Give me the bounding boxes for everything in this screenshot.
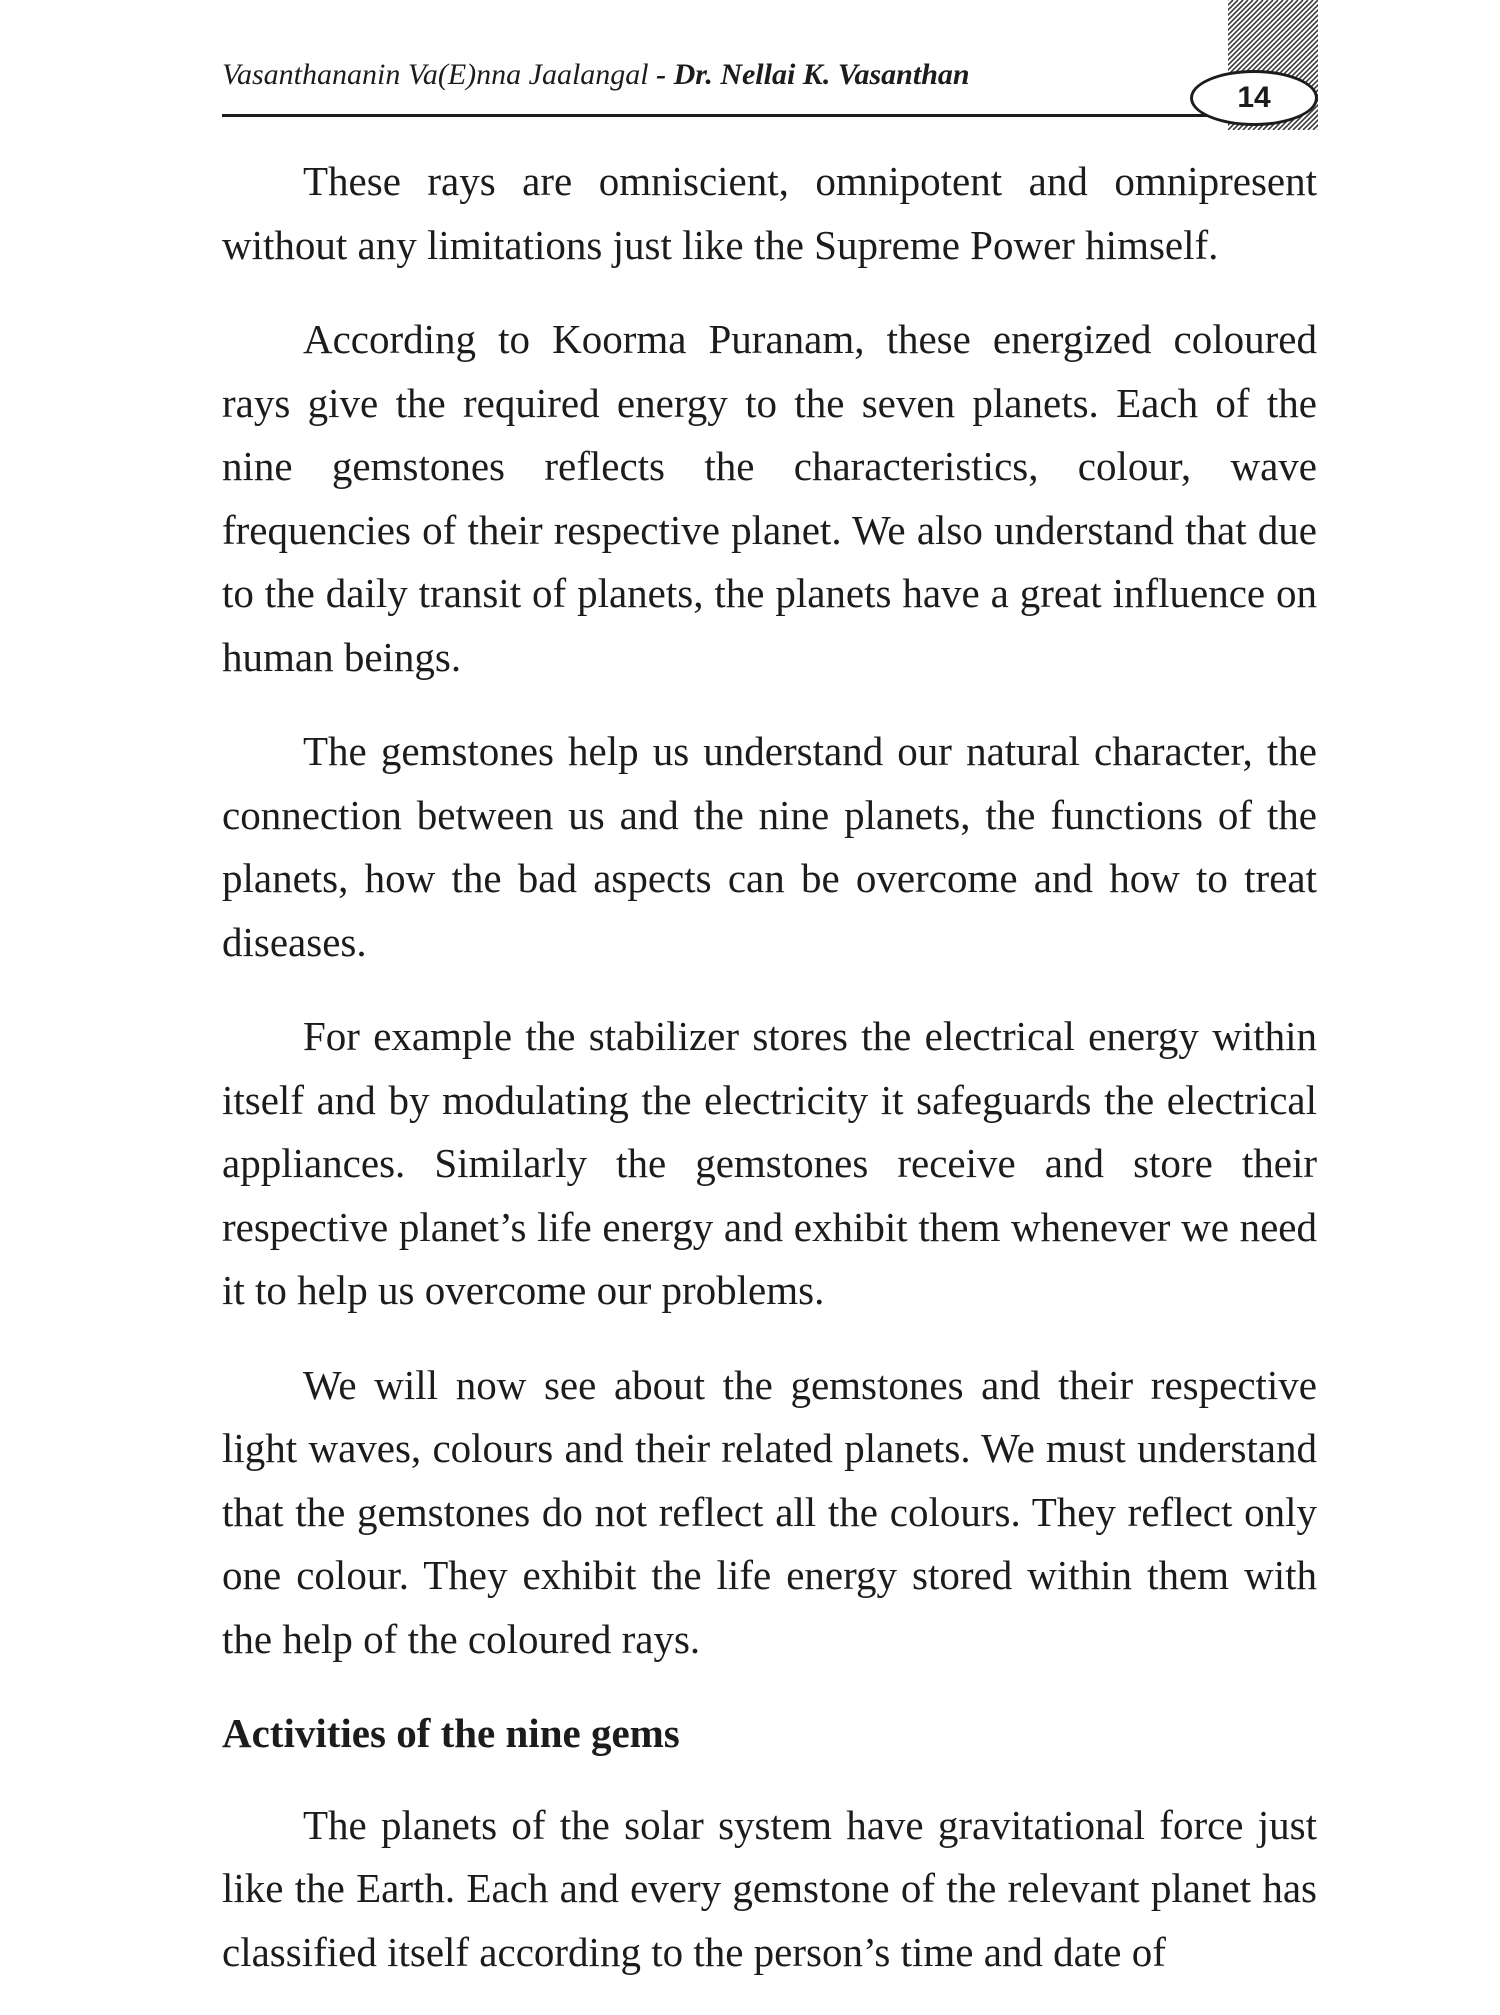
header-separator: - bbox=[648, 58, 674, 91]
author-name: Dr. Nellai K. Vasanthan bbox=[673, 58, 970, 91]
book-title: Vasanthananin Va(E)nna Jaalangal bbox=[222, 58, 649, 91]
paragraph: According to Koorma Puranam, these energized coloured rays give the required energy to the seven planets. Each of the nine gemstones reflects the characteristics, colour, wave frequencies of their respective planet. We also understand that due to the daily transit of planets, the planets have a great influence on human beings. bbox=[222, 316, 1317, 680]
page-number-text: 14 bbox=[1237, 81, 1271, 114]
header-rule bbox=[222, 114, 1222, 117]
paragraph: We will now see about the gemstones and their respective light waves, colours and their related planets. We must understand that the gemstones do not reflect all the colours. They reflect only one colour. They exhibit the life energy stored within them with the help of the coloured rays. bbox=[222, 1361, 1317, 1662]
running-header bbox=[222, 58, 1222, 118]
section-heading: Activities of the nine gems bbox=[222, 1710, 680, 1756]
paragraph: The gemstones help us understand our natural character, the connection between us and the nine planets, the functions of the planets, how the bad aspects can be overcome and how to treat diseases. bbox=[222, 728, 1317, 965]
page-number bbox=[1190, 70, 1318, 126]
paragraph: For example the stabilizer stores the electrical energy within itself and by modulating the electricity it safeguards the electrical appliances. Similarly the gemstones receive and store their respective planet’s life energy and exhibit them whenever we need it to help us overcome our problems. bbox=[222, 1013, 1317, 1313]
paragraph: These rays are omniscient, omnipotent and omnipresent without any limitations just like the Supreme Power himself. bbox=[222, 158, 1317, 268]
body-text bbox=[222, 150, 1317, 2015]
paragraph: The planets of the solar system have gravitational force just like the Earth. Each and every gemstone of the relevant planet has classified itself according to the person’s time and date of bbox=[222, 1801, 1317, 1975]
